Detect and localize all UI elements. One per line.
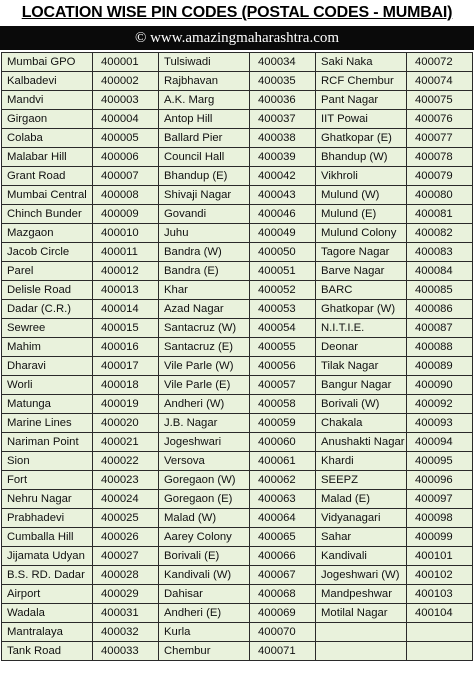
- table-row: [2, 167, 473, 186]
- location-cell: Borivali (W): [316, 395, 407, 414]
- table-row: [2, 414, 473, 433]
- pin-code-cell: 400064: [250, 509, 316, 528]
- pin-code-cell: 400085: [407, 281, 473, 300]
- pin-code-cell: 400075: [407, 91, 473, 110]
- location-cell: Kandivali (W): [159, 566, 250, 585]
- location-cell: Malad (W): [159, 509, 250, 528]
- table-row: [2, 205, 473, 224]
- location-cell: Chembur: [159, 642, 250, 661]
- pin-code-cell: 400103: [407, 585, 473, 604]
- table-row: [2, 53, 473, 72]
- pin-code-cell: 400069: [250, 604, 316, 623]
- pin-code-cell: 400093: [407, 414, 473, 433]
- pin-code-cell: 400003: [93, 91, 159, 110]
- location-cell: Kalbadevi: [2, 72, 93, 91]
- location-cell: Tulsiwadi: [159, 53, 250, 72]
- location-cell: Vikhroli: [316, 167, 407, 186]
- page-title: LOCATION WISE PIN CODES (POSTAL CODES - MUMBAI): [21, 4, 453, 21]
- location-cell: B.S. RD. Dadar: [2, 566, 93, 585]
- location-cell: Barve Nagar: [316, 262, 407, 281]
- pin-code-cell: 400036: [250, 91, 316, 110]
- pin-code-cell: 400095: [407, 452, 473, 471]
- table-row: [2, 604, 473, 623]
- table-row: [2, 262, 473, 281]
- location-cell: [316, 642, 407, 661]
- location-cell: Chakala: [316, 414, 407, 433]
- location-cell: Shivaji Nagar: [159, 186, 250, 205]
- location-cell: Mazgaon: [2, 224, 93, 243]
- table-row: [2, 585, 473, 604]
- location-cell: Santacruz (E): [159, 338, 250, 357]
- pin-code-cell: 400028: [93, 566, 159, 585]
- table-row: [2, 91, 473, 110]
- table-row: [2, 433, 473, 452]
- pin-code-cell: 400054: [250, 319, 316, 338]
- pin-code-cell: 400070: [250, 623, 316, 642]
- pin-code-cell: 400059: [250, 414, 316, 433]
- pin-code-cell: 400031: [93, 604, 159, 623]
- table-row: [2, 547, 473, 566]
- pin-code-cell: 400079: [407, 167, 473, 186]
- pin-code-cell: 400025: [93, 509, 159, 528]
- pin-code-cell: 400011: [93, 243, 159, 262]
- pin-code-cell: 400033: [93, 642, 159, 661]
- website-banner: © www.amazingmaharashtra.com: [0, 26, 474, 50]
- location-cell: Airport: [2, 585, 93, 604]
- pin-code-cell: 400077: [407, 129, 473, 148]
- location-cell: Tank Road: [2, 642, 93, 661]
- location-cell: BARC: [316, 281, 407, 300]
- location-cell: Girgaon: [2, 110, 93, 129]
- location-cell: Goregaon (W): [159, 471, 250, 490]
- location-cell: Antop Hill: [159, 110, 250, 129]
- location-cell: Bhandup (E): [159, 167, 250, 186]
- location-cell: Khardi: [316, 452, 407, 471]
- pin-code-cell: 400015: [93, 319, 159, 338]
- location-cell: Fort: [2, 471, 93, 490]
- location-cell: Kandivali: [316, 547, 407, 566]
- pin-code-cell: 400043: [250, 186, 316, 205]
- pin-code-cell: 400034: [250, 53, 316, 72]
- location-cell: Khar: [159, 281, 250, 300]
- pin-code-cell: 400027: [93, 547, 159, 566]
- location-cell: Prabhadevi: [2, 509, 93, 528]
- location-cell: Pant Nagar: [316, 91, 407, 110]
- table-row: [2, 300, 473, 319]
- location-cell: Chinch Bunder: [2, 205, 93, 224]
- pin-code-cell: 400001: [93, 53, 159, 72]
- table-row: [2, 452, 473, 471]
- pin-code-cell: 400017: [93, 357, 159, 376]
- location-cell: Colaba: [2, 129, 93, 148]
- pin-code-cell: 400086: [407, 300, 473, 319]
- location-cell: Parel: [2, 262, 93, 281]
- location-cell: Ghatkopar (E): [316, 129, 407, 148]
- location-cell: Mahim: [2, 338, 93, 357]
- pin-code-cell: 400082: [407, 224, 473, 243]
- pin-code-cell: 400021: [93, 433, 159, 452]
- location-cell: Santacruz (W): [159, 319, 250, 338]
- location-cell: Azad Nagar: [159, 300, 250, 319]
- table-row: [2, 72, 473, 91]
- location-cell: N.I.T.I.E.: [316, 319, 407, 338]
- location-cell: Vile Parle (E): [159, 376, 250, 395]
- pin-code-cell: 400066: [250, 547, 316, 566]
- table-row: [2, 395, 473, 414]
- pin-code-cell: 400092: [407, 395, 473, 414]
- pin-code-cell: 400067: [250, 566, 316, 585]
- location-cell: Andheri (E): [159, 604, 250, 623]
- location-cell: Rajbhavan: [159, 72, 250, 91]
- location-cell: Ballard Pier: [159, 129, 250, 148]
- pin-code-cell: 400012: [93, 262, 159, 281]
- pin-code-cell: 400002: [93, 72, 159, 91]
- location-cell: Dadar (C.R.): [2, 300, 93, 319]
- table-row: [2, 642, 473, 661]
- table-row: [2, 338, 473, 357]
- pin-code-cell: 400076: [407, 110, 473, 129]
- pin-code-cell: 400032: [93, 623, 159, 642]
- pin-code-cell: 400052: [250, 281, 316, 300]
- location-cell: Council Hall: [159, 148, 250, 167]
- location-cell: Tagore Nagar: [316, 243, 407, 262]
- pin-code-cell: 400008: [93, 186, 159, 205]
- pin-code-cell: 400084: [407, 262, 473, 281]
- pin-code-cell: 400009: [93, 205, 159, 224]
- location-cell: Vile Parle (W): [159, 357, 250, 376]
- pin-code-cell: 400081: [407, 205, 473, 224]
- pin-code-cell: 400042: [250, 167, 316, 186]
- location-cell: Jacob Circle: [2, 243, 93, 262]
- pin-code-cell: 400074: [407, 72, 473, 91]
- location-cell: Sion: [2, 452, 93, 471]
- pin-code-cell: 400038: [250, 129, 316, 148]
- pin-code-cell: 400061: [250, 452, 316, 471]
- pin-code-cell: 400007: [93, 167, 159, 186]
- location-cell: Saki Naka: [316, 53, 407, 72]
- pin-code-cell: 400026: [93, 528, 159, 547]
- pin-code-cell: 400098: [407, 509, 473, 528]
- location-cell: Mumbai Central: [2, 186, 93, 205]
- location-cell: Worli: [2, 376, 93, 395]
- pin-code-cell: 400080: [407, 186, 473, 205]
- location-cell: A.K. Marg: [159, 91, 250, 110]
- pin-code-cell: 400006: [93, 148, 159, 167]
- location-cell: Ghatkopar (W): [316, 300, 407, 319]
- pin-code-cell: 400020: [93, 414, 159, 433]
- pin-code-cell: 400057: [250, 376, 316, 395]
- table-row: [2, 319, 473, 338]
- pin-code-cell: 400004: [93, 110, 159, 129]
- pin-code-cell: 400062: [250, 471, 316, 490]
- pin-code-cell: 400071: [250, 642, 316, 661]
- location-cell: Andheri (W): [159, 395, 250, 414]
- location-cell: Versova: [159, 452, 250, 471]
- location-cell: Jijamata Udyan: [2, 547, 93, 566]
- location-cell: Kurla: [159, 623, 250, 642]
- table-row: [2, 490, 473, 509]
- location-cell: Bangur Nagar: [316, 376, 407, 395]
- location-cell: Nariman Point: [2, 433, 93, 452]
- location-cell: Jogeshwari (W): [316, 566, 407, 585]
- location-cell: Grant Road: [2, 167, 93, 186]
- pin-code-cell: 400024: [93, 490, 159, 509]
- location-cell: Bhandup (W): [316, 148, 407, 167]
- pin-code-cell: 400022: [93, 452, 159, 471]
- location-cell: Anushakti Nagar: [316, 433, 407, 452]
- pin-code-cell: 400104: [407, 604, 473, 623]
- pin-code-cell: 400014: [93, 300, 159, 319]
- location-cell: Jogeshwari: [159, 433, 250, 452]
- pin-code-cell: 400056: [250, 357, 316, 376]
- location-cell: Mandvi: [2, 91, 93, 110]
- pin-code-cell: 400010: [93, 224, 159, 243]
- table-row: [2, 528, 473, 547]
- pin-code-cell: 400065: [250, 528, 316, 547]
- location-cell: Sahar: [316, 528, 407, 547]
- pin-code-cell: 400050: [250, 243, 316, 262]
- pin-code-cell: 400016: [93, 338, 159, 357]
- pin-code-cell: [407, 642, 473, 661]
- pin-code-cell: 400060: [250, 433, 316, 452]
- pin-code-cell: 400068: [250, 585, 316, 604]
- pin-code-cell: 400083: [407, 243, 473, 262]
- location-cell: J.B. Nagar: [159, 414, 250, 433]
- location-cell: Mulund (E): [316, 205, 407, 224]
- location-cell: Vidyanagari: [316, 509, 407, 528]
- table-row: [2, 566, 473, 585]
- table-row: [2, 243, 473, 262]
- location-cell: Mulund (W): [316, 186, 407, 205]
- pin-code-cell: 400035: [250, 72, 316, 91]
- pin-code-cell: 400089: [407, 357, 473, 376]
- pin-code-cell: 400018: [93, 376, 159, 395]
- pin-code-cell: 400102: [407, 566, 473, 585]
- location-cell: Cumballa Hill: [2, 528, 93, 547]
- pin-code-cell: 400055: [250, 338, 316, 357]
- pin-code-cell: 400072: [407, 53, 473, 72]
- location-cell: Matunga: [2, 395, 93, 414]
- table-row: [2, 376, 473, 395]
- location-cell: Tilak Nagar: [316, 357, 407, 376]
- pin-code-cell: 400037: [250, 110, 316, 129]
- pin-code-cell: 400023: [93, 471, 159, 490]
- location-cell: Motilal Nagar: [316, 604, 407, 623]
- location-cell: Aarey Colony: [159, 528, 250, 547]
- location-cell: Bandra (W): [159, 243, 250, 262]
- location-cell: Malad (E): [316, 490, 407, 509]
- pin-code-cell: 400053: [250, 300, 316, 319]
- location-cell: Mantralaya: [2, 623, 93, 642]
- pin-code-cell: 400101: [407, 547, 473, 566]
- location-cell: [316, 623, 407, 642]
- pin-code-cell: 400046: [250, 205, 316, 224]
- location-cell: Juhu: [159, 224, 250, 243]
- pin-code-cell: [407, 623, 473, 642]
- location-cell: Wadala: [2, 604, 93, 623]
- pin-code-cell: 400013: [93, 281, 159, 300]
- pin-code-cell: 400097: [407, 490, 473, 509]
- pin-code-cell: 400005: [93, 129, 159, 148]
- table-row: [2, 186, 473, 205]
- table-row: [2, 281, 473, 300]
- location-cell: Mumbai GPO: [2, 53, 93, 72]
- location-cell: Borivali (E): [159, 547, 250, 566]
- location-cell: Malabar Hill: [2, 148, 93, 167]
- table-row: [2, 110, 473, 129]
- pin-code-cell: 400078: [407, 148, 473, 167]
- location-cell: Nehru Nagar: [2, 490, 93, 509]
- pin-code-cell: 400090: [407, 376, 473, 395]
- pin-code-cell: 400029: [93, 585, 159, 604]
- table-row: [2, 509, 473, 528]
- pin-code-cell: 400099: [407, 528, 473, 547]
- location-cell: SEEPZ: [316, 471, 407, 490]
- location-cell: Bandra (E): [159, 262, 250, 281]
- table-row: [2, 623, 473, 642]
- table-row: [2, 224, 473, 243]
- pin-code-table: [1, 52, 473, 661]
- pin-code-table-body: [2, 53, 473, 661]
- pin-code-cell: 400094: [407, 433, 473, 452]
- location-cell: Goregaon (E): [159, 490, 250, 509]
- pin-code-cell: 400063: [250, 490, 316, 509]
- pin-code-cell: 400051: [250, 262, 316, 281]
- location-cell: Delisle Road: [2, 281, 93, 300]
- table-row: [2, 471, 473, 490]
- pin-code-cell: 400096: [407, 471, 473, 490]
- table-row: [2, 357, 473, 376]
- pin-code-cell: 400049: [250, 224, 316, 243]
- pin-code-cell: 400058: [250, 395, 316, 414]
- pin-code-cell: 400019: [93, 395, 159, 414]
- table-row: [2, 148, 473, 167]
- location-cell: Govandi: [159, 205, 250, 224]
- location-cell: Mandpeshwar: [316, 585, 407, 604]
- location-cell: Mulund Colony: [316, 224, 407, 243]
- location-cell: Dahisar: [159, 585, 250, 604]
- pin-code-cell: 400088: [407, 338, 473, 357]
- location-cell: IIT Powai: [316, 110, 407, 129]
- pin-code-cell: 400087: [407, 319, 473, 338]
- location-cell: Marine Lines: [2, 414, 93, 433]
- location-cell: Sewree: [2, 319, 93, 338]
- table-row: [2, 129, 473, 148]
- pin-code-cell: 400039: [250, 148, 316, 167]
- location-cell: RCF Chembur: [316, 72, 407, 91]
- location-cell: Dharavi: [2, 357, 93, 376]
- location-cell: Deonar: [316, 338, 407, 357]
